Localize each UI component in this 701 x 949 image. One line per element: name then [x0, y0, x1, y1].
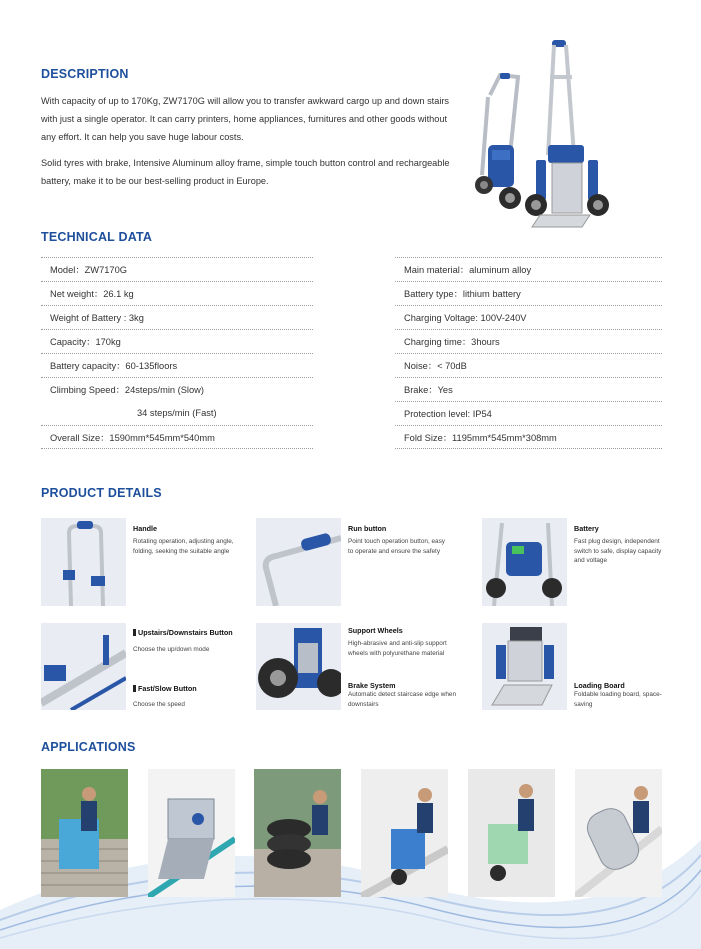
application-photo-tires [254, 769, 341, 897]
tech-charging-voltage: Charging Voltage: 100V-240V [395, 305, 662, 329]
tech-brake: Brake：Yes [395, 377, 662, 401]
tech-climbing-speed-fast: 34 steps/min (Fast) [137, 408, 217, 418]
detail-fast-slow-title: Fast/Slow Button [133, 684, 197, 693]
product-details-heading: PRODUCT DETAILS [41, 486, 162, 500]
tech-battery-capacity: Battery capacity：60-135floors [41, 353, 313, 377]
tech-table-right [395, 257, 662, 449]
detail-brake-system-title: Brake System [348, 681, 396, 690]
tech-battery-type: Battery type：lithium battery [395, 281, 662, 305]
tech-table-left [41, 257, 313, 449]
detail-run-button-text: Point touch operation button, easy to operate and ensure the safety [348, 538, 445, 555]
detail-loading-board-text: Foldable loading board, space-saving [574, 691, 662, 708]
up-down-button-photo [41, 623, 126, 710]
detail-fast-slow-text: Choose the speed [133, 701, 185, 708]
application-photo-water-indoor [361, 769, 448, 897]
tech-noise: Noise：< 70dB [395, 353, 662, 377]
detail-battery-text: Fast plug design, independent switch to safe, display capacity and voltage [574, 538, 662, 564]
detail-support-wheels-title: Support Wheels [348, 626, 403, 635]
tech-main-material: Main material：aluminum alloy [395, 257, 662, 281]
battery-photo [482, 518, 567, 606]
tech-model: Model：ZW7170G [41, 257, 313, 281]
detail-handle-title: Handle [133, 524, 157, 533]
detail-battery-title: Battery [574, 524, 599, 533]
tech-overall-size: Overall Size：1590mm*545mm*540mm [41, 425, 313, 449]
detail-updown-button-title: Upstairs/Downstairs Button [133, 628, 233, 637]
detail-loading-board-title: Loading Board [574, 681, 625, 690]
description-paragraph-2: Solid tyres with brake, Intensive Aluminum alloy frame, simple touch button control and rechargeable battery, make it to be our best-selling product in Europe. [41, 158, 450, 186]
tech-charging-time: Charging time：3hours [395, 329, 662, 353]
application-photo-water-outdoor [41, 769, 128, 897]
trolley-folded-icon [475, 73, 521, 209]
detail-support-wheels-text: High-abrasive and anti-slip support wheels with polyurethane material [348, 640, 447, 657]
detail-handle-text: Rotating operation, adjusting angle, folding, seeking the suitable angle [133, 538, 234, 555]
description-paragraph-1: With capacity of up to 170Kg, ZW7170G will allow you to transfer awkward cargo up and down stairs with just a single operator. It can carry printers, home appliances, furnitures and other goods without any effort. It can help you save huge labour costs. [41, 96, 450, 142]
applications-heading: APPLICATIONS [41, 740, 136, 754]
detail-updown-button-text: Choose the up/down mode [133, 646, 210, 653]
detail-brake-system-text: Automatic detect staircase edge when downstairs [348, 691, 456, 708]
trolley-upright-icon [525, 40, 609, 227]
tech-climbing-speed: Climbing Speed：24steps/min (Slow) [41, 377, 313, 401]
tech-fold-size: Fold Size：1195mm*545mm*308mm [395, 425, 662, 449]
application-photo-bottles [468, 769, 555, 897]
tech-battery-weight: Weight of Battery : 3kg [41, 305, 313, 329]
stair-climber-product-image [470, 35, 640, 235]
application-photo-safe [148, 769, 235, 897]
detail-run-button-title: Run button [348, 524, 387, 533]
application-photo-tank [575, 769, 662, 897]
loading-board-photo [482, 623, 567, 710]
support-wheels-photo [256, 623, 341, 710]
run-button-photo [256, 518, 341, 606]
handle-photo [41, 518, 126, 606]
tech-protection-level: Protection level: IP54 [395, 401, 662, 425]
description-heading: DESCRIPTION [41, 67, 129, 81]
technical-data-heading: TECHNICAL DATA [41, 230, 153, 244]
tech-capacity: Capacity：170kg [41, 329, 313, 353]
tech-net-weight: Net weight：26.1 kg [41, 281, 313, 305]
